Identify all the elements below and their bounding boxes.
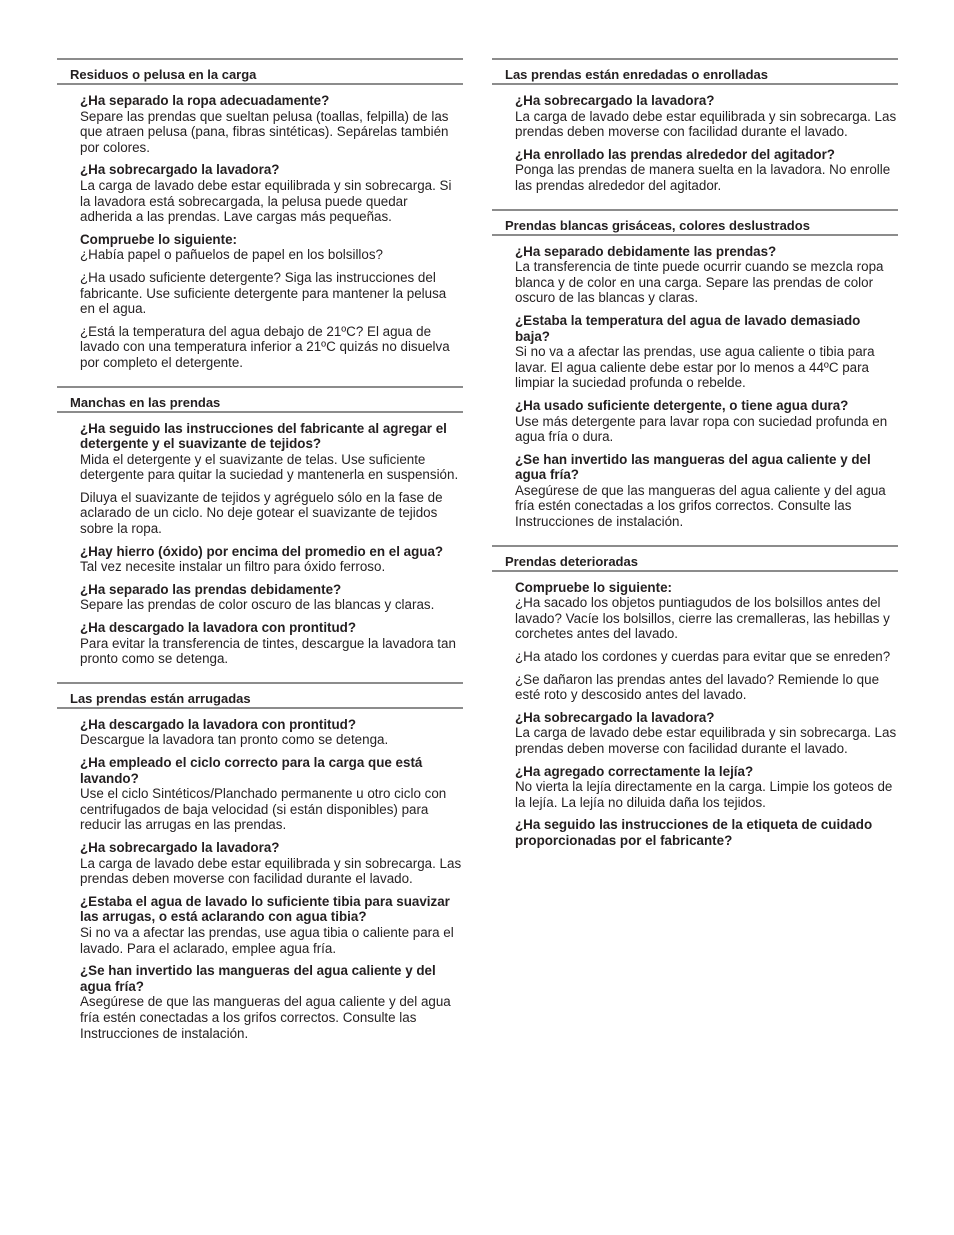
question: ¿Ha empleado el ciclo correcto para la carga que está lavando? (80, 755, 423, 786)
section-body (57, 85, 463, 371)
troubleshooting-item (515, 452, 898, 530)
question: ¿Ha descargado la lavadora con prontitud? (80, 716, 357, 732)
section-heading: Residuos o pelusa en la carga (57, 58, 463, 85)
section-prendas-blancas-grisaceas-colores-deslustrados (492, 209, 898, 530)
answer-paragraph: Asegúrese de que las mangueras del agua caliente y del agua fría estén conectadas a los grifos correctos. Consulte las Instrucciones de instalación. (80, 994, 451, 1041)
section-las-prendas-estan-arrugadas (57, 682, 463, 1041)
troubleshooting-item (80, 232, 463, 371)
troubleshooting-item (515, 93, 898, 140)
answer-paragraph: Mida el detergente y el suavizante de telas. Use suficiente detergente para quitar la suciedad y mantenerla en suspensión. (80, 451, 459, 483)
troubleshooting-item (80, 620, 463, 667)
answer-paragraph: Si no va a afectar las prendas, use agua caliente o tibia para lavar. El agua caliente debe estar por lo menos a 44ºC para limpiar la suciedad profunda o rebelde. (515, 344, 875, 391)
question: ¿Ha descargado la lavadora con prontitud? (80, 620, 357, 636)
section-heading: Prendas deterioradas (492, 545, 898, 572)
troubleshooting-item (515, 710, 898, 757)
troubleshooting-item (515, 398, 898, 445)
section-body (57, 413, 463, 667)
question: ¿Ha sobrecargado la lavadora? (515, 709, 715, 725)
section-heading: Prendas blancas grisáceas, colores deslustrados (492, 209, 898, 236)
answer-paragraph: ¿Se dañaron las prendas antes del lavado? Remiende lo que esté roto y descosido antes del lavado. (515, 671, 880, 703)
answer-paragraph: La carga de lavado debe estar equilibrada y sin sobrecarga. Las prendas deben moverse con facilidad durante el lavado. (515, 725, 897, 756)
answer-paragraph: ¿Ha atado los cordones y cuerdas para evitar que se enreden? (515, 649, 891, 665)
answer-paragraph: ¿Ha sacado los objetos puntiagudos de los bolsillos antes del lavado? Vacíe los bolsillos, cierre las cremalleras, las hebillas y corchetes antes del lavado. (515, 595, 890, 642)
answer-paragraph: Ponga las prendas de manera suelta en la lavadora. No enrolle las prendas alrededor del agitador. (515, 162, 891, 193)
question: ¿Estaba la temperatura del agua de lavado demasiado baja? (515, 312, 861, 344)
question: Compruebe lo siguiente: (515, 579, 672, 595)
section-body (492, 236, 898, 530)
troubleshooting-item (80, 544, 463, 575)
question: ¿Ha agregado correctamente la lejía? (515, 763, 754, 779)
answer-paragraph: Descargue la lavadora tan pronto como se detenga. (80, 732, 389, 748)
answer-paragraph: Asegúrese de que las mangueras del agua caliente y del agua fría estén conectadas a los grifos correctos. Consulte las Instrucciones de instalación. (515, 482, 886, 530)
answer-paragraph: Separe las prendas de color oscuro de las blancas y claras. (80, 597, 435, 613)
section-heading: Las prendas están enredadas o enrolladas (492, 58, 898, 85)
answer-paragraph: Use el ciclo Sintéticos/Planchado permanente u otro ciclo con centrifugados de baja velocidad (si están disponibles) para reducir las arrugas en las prendas. (80, 786, 447, 833)
troubleshooting-item (80, 421, 463, 537)
question: ¿Ha enrollado las prendas alrededor del agitador? (515, 146, 835, 162)
troubleshooting-item (80, 894, 463, 956)
question: ¿Ha sobrecargado la lavadora? (515, 93, 715, 108)
answer-paragraph: Diluya el suavizante de tejidos y agréguelo sólo en la fase de aclarado de un ciclo. No deje gotear el suavizante de tejidos sobre la ropa. (80, 489, 443, 537)
right-column (492, 58, 898, 864)
answer-paragraph: Separe las prendas que sueltan pelusa (toallas, felpilla) de las que atraen pelusa (pana, fibras sintéticas). Sepárelas también por colores. (80, 108, 449, 155)
answer-paragraph: La carga de lavado debe estar equilibrada y sin sobrecarga. Las prendas deben moverse con facilidad durante el lavado. (80, 855, 462, 887)
question: ¿Ha sobrecargado la lavadora? (80, 162, 280, 178)
section-prendas-deterioradas (492, 545, 898, 849)
section-heading: Manchas en las prendas (57, 386, 463, 413)
question: ¿Ha separado las prendas debidamente? (80, 581, 342, 597)
question: ¿Ha seguido las instrucciones del fabricante al agregar el detergente y el suavizante de tejidos? (80, 420, 447, 452)
section-residuos-o-pelusa-en-la-carga (57, 58, 463, 371)
answer-paragraph: ¿Ha usado suficiente detergente? Siga las instrucciones del fabricante. Use suficiente detergente para mantener la pelusa en el agua. (80, 269, 447, 317)
section-manchas-en-las-prendas (57, 386, 463, 667)
troubleshooting-item (80, 717, 463, 748)
answer-paragraph: La carga de lavado debe estar equilibrada y sin sobrecarga. Si la lavadora está sobrecargada, la pelusa puede quedar adherida a las prendas. Lave cargas más pequeñas. (80, 177, 452, 225)
answer-paragraph: ¿Está la temperatura del agua debajo de 21ºC? El agua de lavado con una temperatura inferior a 21ºC quizás no disuelva por completo el detergente. (80, 323, 450, 370)
section-heading: Las prendas están arrugadas (57, 682, 463, 709)
answer-paragraph: No vierta la lejía directamente en la carga. Limpie los goteos de la lejía. La lejía no diluida daña los tejidos. (515, 779, 893, 810)
troubleshooting-item (80, 840, 463, 887)
troubleshooting-item (515, 313, 898, 391)
question: ¿Ha seguido las instrucciones de la etiqueta de cuidado proporcionadas por el fabricante? (515, 817, 873, 848)
troubleshooting-item (515, 147, 898, 194)
troubleshooting-item (515, 764, 898, 811)
question: Compruebe lo siguiente: (80, 231, 237, 247)
question: ¿Ha separado la ropa adecuadamente? (80, 93, 330, 108)
answer-paragraph: La carga de lavado debe estar equilibrada y sin sobrecarga. Las prendas deben moverse con facilidad durante el lavado. (515, 108, 897, 140)
question: ¿Estaba el agua de lavado lo suficiente tibia para suavizar las arrugas, o está aclarando con agua tibia? (80, 893, 450, 925)
answer-paragraph: Tal vez necesite instalar un filtro para óxido ferroso. (80, 559, 386, 575)
question: ¿Se han invertido las mangueras del agua caliente y del agua fría? (515, 451, 871, 483)
answer-paragraph: Use más detergente para lavar ropa con suciedad profunda en agua fría o dura. (515, 413, 888, 445)
section-body (57, 709, 463, 1041)
answer-paragraph: Si no va a afectar las prendas, use agua tibia o caliente para el lavado. Para el aclarado, emplee agua fría. (80, 924, 454, 956)
answer-paragraph: ¿Había papel o pañuelos de papel en los bolsillos? (80, 247, 383, 263)
troubleshooting-item (515, 580, 898, 703)
section-body (492, 85, 898, 194)
left-column (57, 58, 463, 1056)
troubleshooting-item (515, 817, 898, 848)
answer-paragraph: La transferencia de tinte puede ocurrir cuando se mezcla ropa blanca y de color en una carga. Separe las prendas de color oscuro de las blancas y claras. (515, 259, 884, 306)
section-body (492, 572, 898, 849)
troubleshooting-item (80, 93, 463, 155)
troubleshooting-item (80, 162, 463, 224)
troubleshooting-item (80, 755, 463, 833)
section-las-prendas-estan-enredadas-o-enrolladas (492, 58, 898, 194)
question: ¿Se han invertido las mangueras del agua caliente y del agua fría? (80, 963, 436, 994)
troubleshooting-item (80, 963, 463, 1041)
question: ¿Ha usado suficiente detergente, o tiene agua dura? (515, 397, 849, 413)
question: ¿Ha separado debidamente las prendas? (515, 243, 777, 259)
answer-paragraph: Para evitar la transferencia de tintes, descargue la lavadora tan pronto como se detenga. (80, 635, 456, 667)
question: ¿Hay hierro (óxido) por encima del promedio en el agua? (80, 543, 444, 559)
troubleshooting-item (515, 244, 898, 306)
question: ¿Ha sobrecargado la lavadora? (80, 839, 280, 855)
troubleshooting-item (80, 582, 463, 613)
